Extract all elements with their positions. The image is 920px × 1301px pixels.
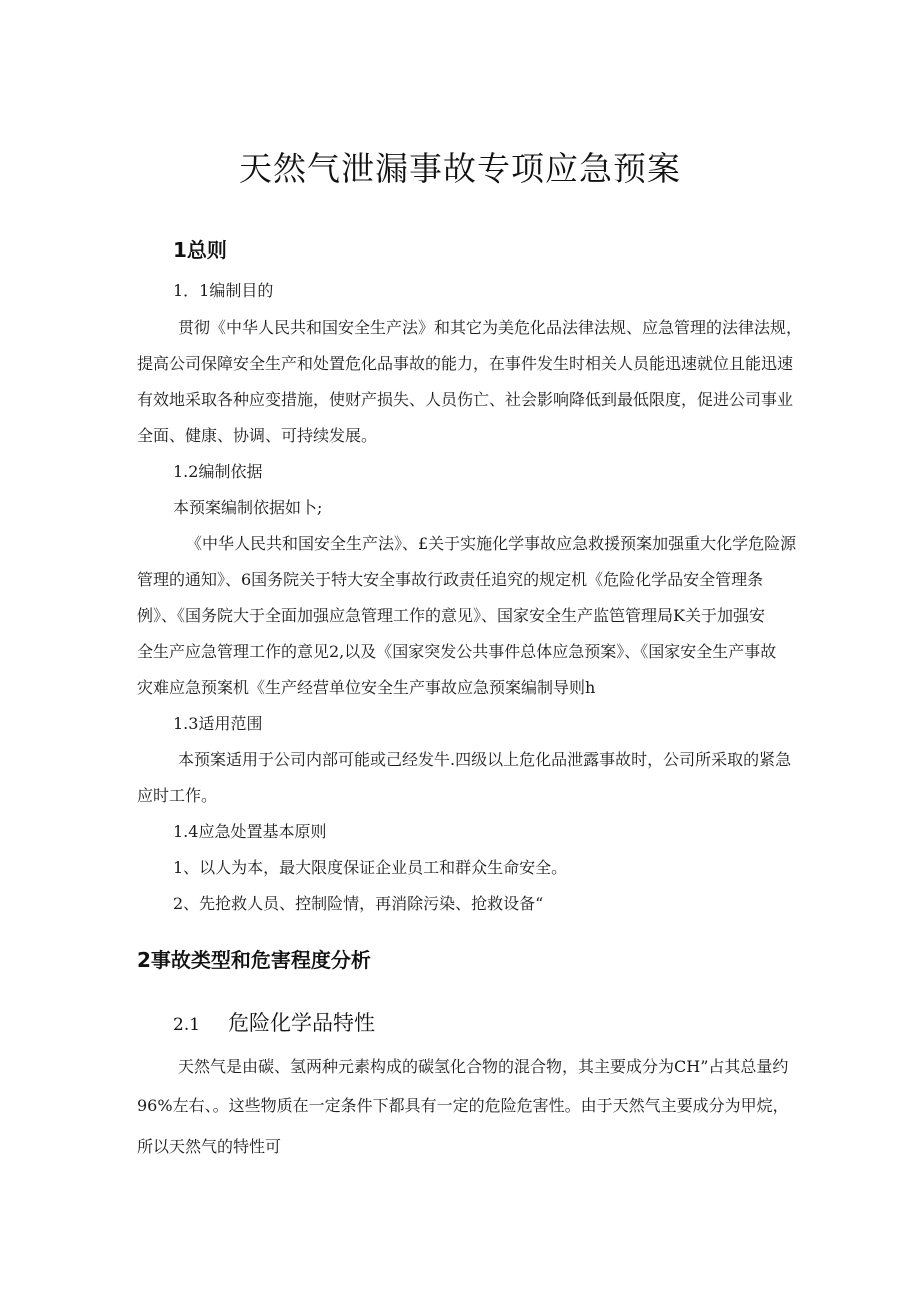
subsection-heading-scope: 1.3适用范围 bbox=[173, 714, 263, 733]
paragraph-line: 管理的通知》、6国务院关于特大安全事故行政责任追究的规定机《危险化学品安全管理条 bbox=[137, 570, 764, 589]
list-item: 2、先抢救人员、控制险情，再消除污染、抢救设备“ bbox=[173, 894, 544, 913]
paragraph-line: 本预案编制依据如卜; bbox=[173, 498, 323, 517]
paragraph-line: 所以天然气的特性可 bbox=[137, 1137, 282, 1156]
paragraph-line: 天然气是由碳、氢两种元素构成的碳氢化合物的混合物，其主要成分为CH”占其总量约 bbox=[178, 1057, 789, 1076]
paragraph-line: 有效地采取各种应变措施，使财产损失、人员伤亡、社会影响降低到最低限度，促进公司事业 bbox=[137, 390, 794, 409]
paragraph-line: 96%左右、。这些物质在一定条件下都具有一定的危险危害性。由于天然气主要成分为甲烷， bbox=[137, 1096, 789, 1115]
paragraph-line: 提高公司保障安全生产和处置危化品事故的能力，在事件发生时相关人员能迅速就位且能迅速 bbox=[137, 354, 794, 373]
paragraph-line: 应时工作。 bbox=[137, 786, 218, 805]
list-item: 1、以人为本，最大限度保证企业员工和群众生命安全。 bbox=[173, 858, 568, 877]
paragraph-line: 《中华人民共和国安全生产法》、£关于实施化学事故应急救援预案加强重大化学危险源 bbox=[186, 534, 797, 553]
paragraph-line: 灾难应急预案机《生产经营单位安全生产事故应急预案编制导则h bbox=[137, 678, 596, 697]
subsection-number: 2.1 bbox=[173, 1015, 201, 1035]
paragraph-line: 全生产应急管理工作的意见2,以及《国家突发公共事件总体应急预案》、《国家安全生产事故 bbox=[137, 642, 777, 661]
subsection-title: 危险化学品特性 bbox=[228, 1011, 376, 1035]
document-title: 天然气泄漏事故专项应急预案 bbox=[239, 149, 681, 188]
paragraph-line: 本预案适用于公司内部可能或己经发牛.四级以上危化品泄露事故时，公司所采取的紧急 bbox=[178, 750, 792, 769]
subsection-heading-chemical-properties bbox=[173, 1007, 375, 1037]
section-heading-general: 1总则 bbox=[173, 238, 227, 262]
subsection-heading-principles: 1.4应急处置基本原则 bbox=[173, 822, 327, 841]
subsection-heading-purpose: 1．1编制目的 bbox=[173, 281, 274, 300]
paragraph-line: 全面、健康、协调、可持续发展。 bbox=[137, 426, 378, 445]
subsection-heading-basis: 1.2编制依据 bbox=[173, 462, 263, 481]
section-heading-accident-types: 2事故类型和危害程度分析 bbox=[137, 948, 371, 972]
paragraph-line: 贯彻《中华人民共和国安全生产法》和其它为美危化品法律法规、应急管理的法律法规， bbox=[178, 318, 803, 337]
paragraph-line: 例》、《国务院大于全面加强应急管理工作的意见》、国家安全生产监笆管理局K关于加强安 bbox=[137, 606, 765, 625]
